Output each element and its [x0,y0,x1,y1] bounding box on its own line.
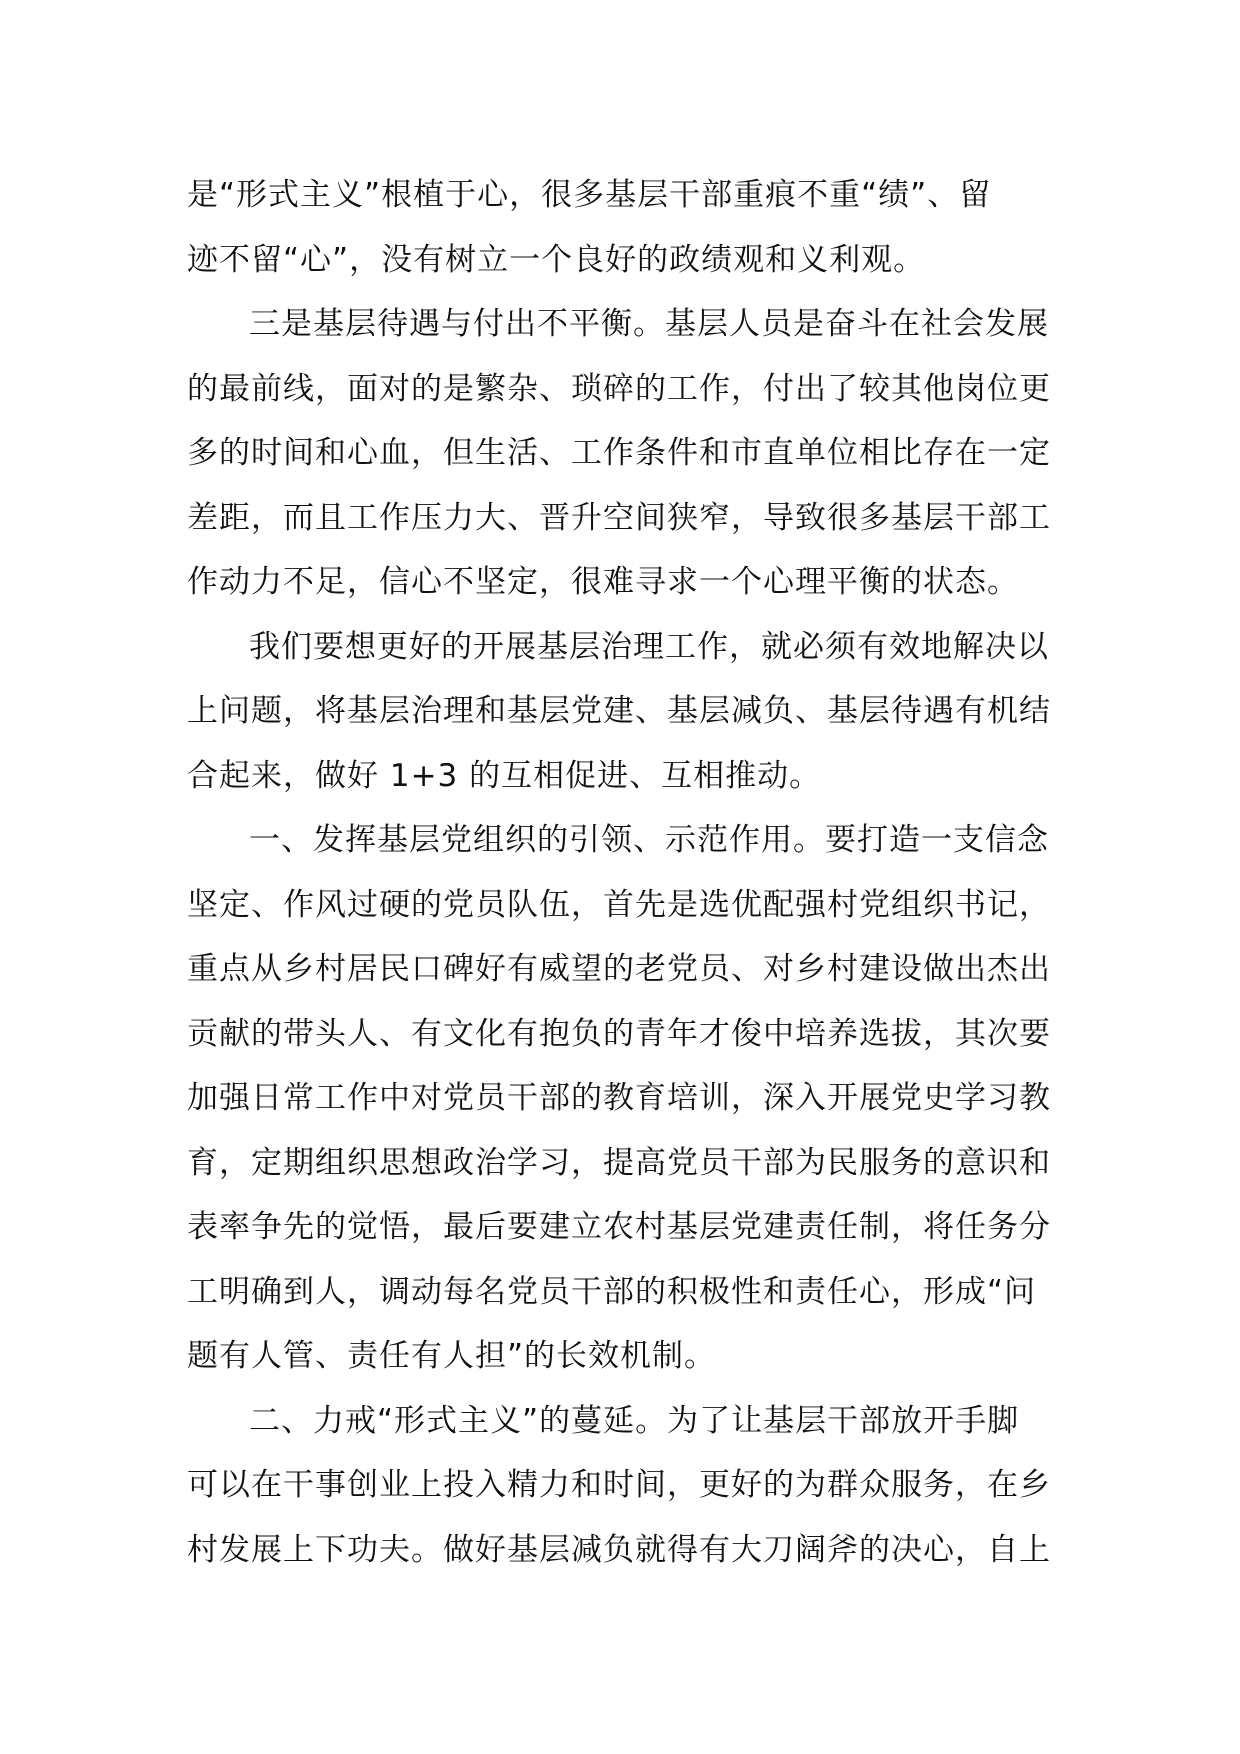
text-line: 表率争先的觉悟，最后要建立农村基层党建责任制，将任务分 [187,1209,1051,1245]
text-line: 的最前线，面对的是繁杂、琐碎的工作，付出了较其他岗位更 [187,370,1051,407]
text-line: 加强日常工作中对党员干部的教育培训，深入开展党史学习教 [187,1080,1051,1116]
paragraph-start-line: 二、力戒“形式主义”的蔓延。为了让基层干部放开手脚 [249,1402,1020,1439]
text-line: 多的时间和心血，但生活、工作条件和市直单位相比存在一定 [187,435,1051,471]
text-line: 合起来，做好 1+3 的互相促进、互相推动。 [187,757,822,794]
paragraph-start-line: 一、发挥基层党组织的引领、示范作用。要打造一支信念 [249,822,1049,858]
text-line: 育，定期组织思想政治学习，提高党员干部为民服务的意识和 [187,1144,1051,1181]
text-line: 作动力不足，信心不坚定，很难寻求一个心理平衡的状态。 [187,564,1019,600]
text-line: 迹不留“心”，没有树立一个良好的政绩观和义利观。 [187,241,926,278]
text-line: 题有人管、责任有人担”的长效机制。 [187,1338,717,1374]
text-line: 是“形式主义”根植于心，很多基层干部重痕不重“绩”、留 [187,177,992,213]
text-line: 贡献的带头人、有文化有抱负的青年才俊中培养选拔，其次要 [187,1015,1051,1052]
text-line: 村发展上下功夫。做好基层减负就得有大刀阔斧的决心，自上 [187,1531,1051,1568]
text-line: 坚定、作风过硬的党员队伍，首先是选优配强村党组织书记， [187,886,1051,923]
paragraph-start-line: 我们要想更好的开展基层治理工作，就必须有效地解决以 [249,628,1049,665]
body-text [187,163,1057,1582]
text-line: 上问题，将基层治理和基层党建、基层减负、基层待遇有机结 [187,693,1051,729]
paragraph-start-line: 三是基层待遇与付出不平衡。基层人员是奋斗在社会发展 [249,306,1049,342]
text-line: 重点从乡村居民口碑好有威望的老党员、对乡村建设做出杰出 [187,951,1051,987]
text-line: 差距，而且工作压力大、晋升空间狭窄，导致很多基层干部工 [187,499,1051,536]
text-line: 工明确到人，调动每名党员干部的积极性和责任心，形成“问 [187,1273,1037,1310]
text-line: 可以在干事创业上投入精力和时间，更好的为群众服务，在乡 [187,1467,1051,1503]
